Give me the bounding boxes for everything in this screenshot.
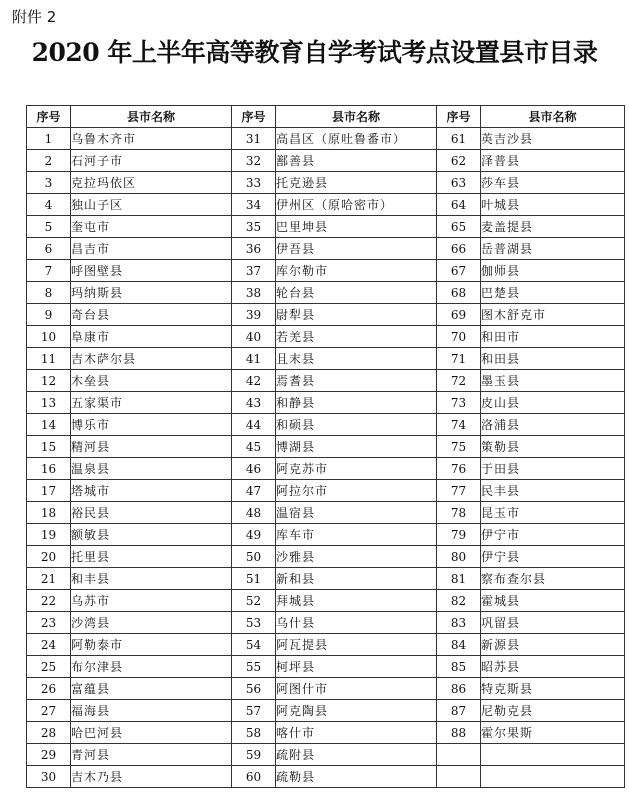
table-row bbox=[27, 282, 625, 304]
seq-cell: 16 bbox=[27, 458, 71, 480]
table-row bbox=[27, 392, 625, 414]
county-name-cell: 柯坪县 bbox=[276, 656, 437, 678]
table-row bbox=[27, 700, 625, 722]
seq-cell: 84 bbox=[437, 634, 481, 656]
county-name-cell: 巴里坤县 bbox=[276, 216, 437, 238]
seq-cell: 12 bbox=[27, 370, 71, 392]
county-name-cell: 皮山县 bbox=[481, 392, 625, 414]
attachment-label: 附件 2 bbox=[12, 8, 57, 26]
county-name-cell: 伊宁县 bbox=[481, 546, 625, 568]
county-name-cell: 昆玉市 bbox=[481, 502, 625, 524]
county-name-cell: 阿克陶县 bbox=[276, 700, 437, 722]
table-header-row bbox=[27, 106, 625, 128]
county-name-cell: 沙雅县 bbox=[276, 546, 437, 568]
table-row bbox=[27, 656, 625, 678]
seq-cell: 65 bbox=[437, 216, 481, 238]
seq-cell: 1 bbox=[27, 128, 71, 150]
county-name-cell: 于田县 bbox=[481, 458, 625, 480]
seq-cell: 32 bbox=[232, 150, 276, 172]
seq-cell: 17 bbox=[27, 480, 71, 502]
seq-cell: 18 bbox=[27, 502, 71, 524]
seq-cell: 31 bbox=[232, 128, 276, 150]
seq-cell: 33 bbox=[232, 172, 276, 194]
county-name-cell: 木垒县 bbox=[71, 370, 232, 392]
seq-cell: 36 bbox=[232, 238, 276, 260]
county-name-cell: 额敏县 bbox=[71, 524, 232, 546]
county-name-cell: 库车市 bbox=[276, 524, 437, 546]
county-name-cell: 福海县 bbox=[71, 700, 232, 722]
seq-cell: 27 bbox=[27, 700, 71, 722]
county-name-cell: 托克逊县 bbox=[276, 172, 437, 194]
table-row bbox=[27, 414, 625, 436]
county-name-cell: 疏勒县 bbox=[276, 766, 437, 788]
county-name-cell: 库尔勒市 bbox=[276, 260, 437, 282]
county-name-cell: 伊吾县 bbox=[276, 238, 437, 260]
seq-cell: 55 bbox=[232, 656, 276, 678]
seq-cell: 43 bbox=[232, 392, 276, 414]
seq-cell: 6 bbox=[27, 238, 71, 260]
county-name-cell: 和静县 bbox=[276, 392, 437, 414]
seq-cell: 21 bbox=[27, 568, 71, 590]
seq-cell: 48 bbox=[232, 502, 276, 524]
seq-cell: 9 bbox=[27, 304, 71, 326]
seq-cell: 78 bbox=[437, 502, 481, 524]
header-seq: 序号 bbox=[27, 106, 71, 128]
seq-cell: 38 bbox=[232, 282, 276, 304]
header-seq: 序号 bbox=[232, 106, 276, 128]
seq-cell: 39 bbox=[232, 304, 276, 326]
seq-cell: 59 bbox=[232, 744, 276, 766]
seq-cell: 56 bbox=[232, 678, 276, 700]
county-name-cell: 焉耆县 bbox=[276, 370, 437, 392]
seq-cell: 4 bbox=[27, 194, 71, 216]
seq-cell: 7 bbox=[27, 260, 71, 282]
seq-cell bbox=[437, 744, 481, 766]
table-row bbox=[27, 458, 625, 480]
county-name-cell: 霍尔果斯 bbox=[481, 722, 625, 744]
table-row bbox=[27, 238, 625, 260]
table-row bbox=[27, 150, 625, 172]
seq-cell: 13 bbox=[27, 392, 71, 414]
county-city-table bbox=[26, 105, 625, 788]
county-name-cell: 富蕴县 bbox=[71, 678, 232, 700]
county-name-cell: 青河县 bbox=[71, 744, 232, 766]
county-name-cell: 哈巴河县 bbox=[71, 722, 232, 744]
seq-cell bbox=[437, 766, 481, 788]
county-name-cell: 托里县 bbox=[71, 546, 232, 568]
county-name-cell: 呼图壁县 bbox=[71, 260, 232, 282]
seq-cell: 52 bbox=[232, 590, 276, 612]
county-name-cell: 和硕县 bbox=[276, 414, 437, 436]
seq-cell: 72 bbox=[437, 370, 481, 392]
seq-cell: 44 bbox=[232, 414, 276, 436]
seq-cell: 82 bbox=[437, 590, 481, 612]
seq-cell: 35 bbox=[232, 216, 276, 238]
document-title: 2020 年上半年高等教育自学考试考点设置县市目录 bbox=[31, 38, 598, 67]
county-name-cell: 民丰县 bbox=[481, 480, 625, 502]
county-name-cell bbox=[481, 744, 625, 766]
seq-cell: 68 bbox=[437, 282, 481, 304]
county-name-cell: 新和县 bbox=[276, 568, 437, 590]
county-name-cell: 和田县 bbox=[481, 348, 625, 370]
table-row bbox=[27, 480, 625, 502]
table-row bbox=[27, 766, 625, 788]
table-row bbox=[27, 524, 625, 546]
seq-cell: 28 bbox=[27, 722, 71, 744]
seq-cell: 81 bbox=[437, 568, 481, 590]
county-name-cell: 阿拉尔市 bbox=[276, 480, 437, 502]
county-name-cell bbox=[481, 766, 625, 788]
seq-cell: 14 bbox=[27, 414, 71, 436]
seq-cell: 74 bbox=[437, 414, 481, 436]
county-name-cell: 伽师县 bbox=[481, 260, 625, 282]
seq-cell: 42 bbox=[232, 370, 276, 392]
seq-cell: 23 bbox=[27, 612, 71, 634]
seq-cell: 8 bbox=[27, 282, 71, 304]
seq-cell: 69 bbox=[437, 304, 481, 326]
seq-cell: 83 bbox=[437, 612, 481, 634]
header-name: 县市名称 bbox=[71, 106, 232, 128]
county-name-cell: 拜城县 bbox=[276, 590, 437, 612]
table-row bbox=[27, 546, 625, 568]
table-row bbox=[27, 128, 625, 150]
county-name-cell: 尉犁县 bbox=[276, 304, 437, 326]
county-name-cell: 五家渠市 bbox=[71, 392, 232, 414]
county-name-cell: 阿图什市 bbox=[276, 678, 437, 700]
county-name-cell: 巩留县 bbox=[481, 612, 625, 634]
seq-cell: 50 bbox=[232, 546, 276, 568]
county-name-cell: 霍城县 bbox=[481, 590, 625, 612]
seq-cell: 60 bbox=[232, 766, 276, 788]
table-row bbox=[27, 172, 625, 194]
county-name-cell: 温泉县 bbox=[71, 458, 232, 480]
table-row bbox=[27, 304, 625, 326]
seq-cell: 75 bbox=[437, 436, 481, 458]
county-name-cell: 莎车县 bbox=[481, 172, 625, 194]
county-name-cell: 克拉玛依区 bbox=[71, 172, 232, 194]
seq-cell: 30 bbox=[27, 766, 71, 788]
seq-cell: 19 bbox=[27, 524, 71, 546]
seq-cell: 25 bbox=[27, 656, 71, 678]
county-name-cell: 和丰县 bbox=[71, 568, 232, 590]
county-name-cell: 温宿县 bbox=[276, 502, 437, 524]
county-name-cell: 阿瓦提县 bbox=[276, 634, 437, 656]
county-name-cell: 塔城市 bbox=[71, 480, 232, 502]
table-row bbox=[27, 502, 625, 524]
table-row bbox=[27, 216, 625, 238]
county-name-cell: 布尔津县 bbox=[71, 656, 232, 678]
county-name-cell: 阜康市 bbox=[71, 326, 232, 348]
seq-cell: 70 bbox=[437, 326, 481, 348]
seq-cell: 63 bbox=[437, 172, 481, 194]
county-name-cell: 察布查尔县 bbox=[481, 568, 625, 590]
county-name-cell: 喀什市 bbox=[276, 722, 437, 744]
seq-cell: 24 bbox=[27, 634, 71, 656]
header-seq: 序号 bbox=[437, 106, 481, 128]
seq-cell: 62 bbox=[437, 150, 481, 172]
county-name-cell: 奇台县 bbox=[71, 304, 232, 326]
table-row bbox=[27, 590, 625, 612]
table-row bbox=[27, 260, 625, 282]
county-name-cell: 叶城县 bbox=[481, 194, 625, 216]
seq-cell: 29 bbox=[27, 744, 71, 766]
table-row bbox=[27, 370, 625, 392]
county-name-cell: 博乐市 bbox=[71, 414, 232, 436]
county-name-cell: 且末县 bbox=[276, 348, 437, 370]
table-row bbox=[27, 436, 625, 458]
seq-cell: 53 bbox=[232, 612, 276, 634]
seq-cell: 80 bbox=[437, 546, 481, 568]
table-row bbox=[27, 568, 625, 590]
county-name-cell: 玛纳斯县 bbox=[71, 282, 232, 304]
seq-cell: 87 bbox=[437, 700, 481, 722]
seq-cell: 2 bbox=[27, 150, 71, 172]
header-name: 县市名称 bbox=[481, 106, 625, 128]
county-name-cell: 墨玉县 bbox=[481, 370, 625, 392]
table-row bbox=[27, 612, 625, 634]
seq-cell: 57 bbox=[232, 700, 276, 722]
county-name-cell: 岳普湖县 bbox=[481, 238, 625, 260]
seq-cell: 49 bbox=[232, 524, 276, 546]
seq-cell: 86 bbox=[437, 678, 481, 700]
table-row bbox=[27, 348, 625, 370]
county-name-cell: 昭苏县 bbox=[481, 656, 625, 678]
county-name-cell: 乌什县 bbox=[276, 612, 437, 634]
county-name-cell: 策勒县 bbox=[481, 436, 625, 458]
seq-cell: 22 bbox=[27, 590, 71, 612]
seq-cell: 3 bbox=[27, 172, 71, 194]
header-name: 县市名称 bbox=[276, 106, 437, 128]
county-name-cell: 沙湾县 bbox=[71, 612, 232, 634]
county-name-cell: 吉木乃县 bbox=[71, 766, 232, 788]
county-name-cell: 若羌县 bbox=[276, 326, 437, 348]
county-name-cell: 英吉沙县 bbox=[481, 128, 625, 150]
table-row bbox=[27, 634, 625, 656]
county-name-cell: 巴楚县 bbox=[481, 282, 625, 304]
table-row bbox=[27, 722, 625, 744]
county-name-cell: 乌鲁木齐市 bbox=[71, 128, 232, 150]
seq-cell: 37 bbox=[232, 260, 276, 282]
county-name-cell: 疏附县 bbox=[276, 744, 437, 766]
county-name-cell: 高昌区（原吐鲁番市） bbox=[276, 128, 437, 150]
county-name-cell: 博湖县 bbox=[276, 436, 437, 458]
seq-cell: 85 bbox=[437, 656, 481, 678]
county-name-cell: 独山子区 bbox=[71, 194, 232, 216]
county-name-cell: 吉木萨尔县 bbox=[71, 348, 232, 370]
county-name-cell: 和田市 bbox=[481, 326, 625, 348]
county-name-cell: 阿勒泰市 bbox=[71, 634, 232, 656]
seq-cell: 66 bbox=[437, 238, 481, 260]
seq-cell: 64 bbox=[437, 194, 481, 216]
seq-cell: 67 bbox=[437, 260, 481, 282]
county-name-cell: 泽普县 bbox=[481, 150, 625, 172]
seq-cell: 20 bbox=[27, 546, 71, 568]
seq-cell: 34 bbox=[232, 194, 276, 216]
county-name-cell: 新源县 bbox=[481, 634, 625, 656]
seq-cell: 58 bbox=[232, 722, 276, 744]
seq-cell: 15 bbox=[27, 436, 71, 458]
county-name-cell: 洛浦县 bbox=[481, 414, 625, 436]
seq-cell: 26 bbox=[27, 678, 71, 700]
county-name-cell: 尼勒克县 bbox=[481, 700, 625, 722]
county-name-cell: 乌苏市 bbox=[71, 590, 232, 612]
seq-cell: 5 bbox=[27, 216, 71, 238]
county-name-cell: 石河子市 bbox=[71, 150, 232, 172]
county-name-cell: 裕民县 bbox=[71, 502, 232, 524]
county-name-cell: 鄯善县 bbox=[276, 150, 437, 172]
seq-cell: 54 bbox=[232, 634, 276, 656]
county-name-cell: 伊州区（原哈密市） bbox=[276, 194, 437, 216]
seq-cell: 46 bbox=[232, 458, 276, 480]
county-name-cell: 阿克苏市 bbox=[276, 458, 437, 480]
county-name-cell: 昌吉市 bbox=[71, 238, 232, 260]
seq-cell: 61 bbox=[437, 128, 481, 150]
county-name-cell: 精河县 bbox=[71, 436, 232, 458]
seq-cell: 76 bbox=[437, 458, 481, 480]
seq-cell: 88 bbox=[437, 722, 481, 744]
county-name-cell: 图木舒克市 bbox=[481, 304, 625, 326]
seq-cell: 40 bbox=[232, 326, 276, 348]
seq-cell: 10 bbox=[27, 326, 71, 348]
seq-cell: 47 bbox=[232, 480, 276, 502]
seq-cell: 51 bbox=[232, 568, 276, 590]
county-name-cell: 伊宁市 bbox=[481, 524, 625, 546]
seq-cell: 77 bbox=[437, 480, 481, 502]
seq-cell: 45 bbox=[232, 436, 276, 458]
seq-cell: 79 bbox=[437, 524, 481, 546]
table-row bbox=[27, 326, 625, 348]
seq-cell: 71 bbox=[437, 348, 481, 370]
table-row bbox=[27, 194, 625, 216]
table-row bbox=[27, 744, 625, 766]
county-name-cell: 轮台县 bbox=[276, 282, 437, 304]
seq-cell: 41 bbox=[232, 348, 276, 370]
table-row bbox=[27, 678, 625, 700]
county-name-cell: 麦盖提县 bbox=[481, 216, 625, 238]
seq-cell: 11 bbox=[27, 348, 71, 370]
county-name-cell: 奎屯市 bbox=[71, 216, 232, 238]
county-name-cell: 特克斯县 bbox=[481, 678, 625, 700]
seq-cell: 73 bbox=[437, 392, 481, 414]
